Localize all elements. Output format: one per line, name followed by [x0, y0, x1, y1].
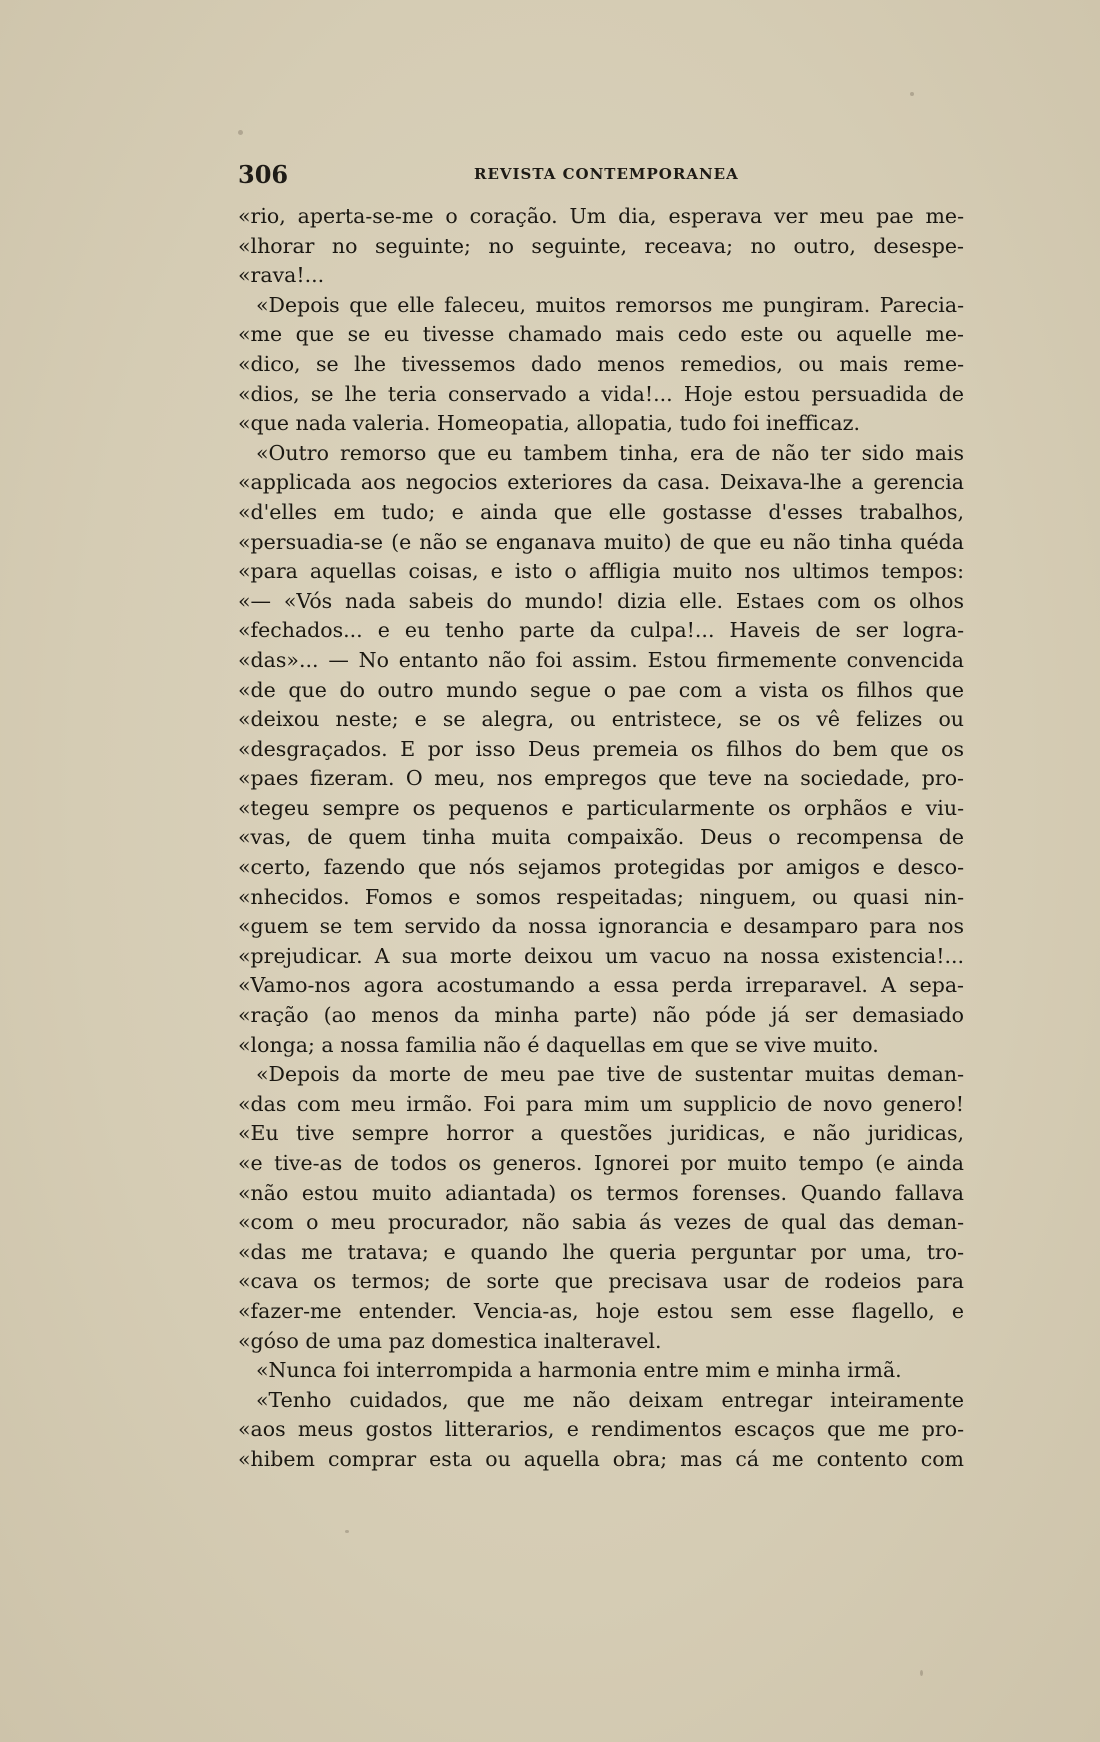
text-line: «das me tratava; e quando lhe queria perguntar por uma, tro-	[238, 1239, 964, 1264]
text-line: «Depois da morte de meu pae tive de sustentar muitas deman-	[256, 1062, 964, 1087]
page-number: 306	[238, 160, 289, 189]
text-line: «Vamo-nos agora acostumando a essa perda irreparavel. A sepa-	[238, 973, 964, 998]
text-line: «ração (ao menos da minha parte) não póde já ser demasiado	[238, 1003, 964, 1028]
text-line: «rava!...	[238, 263, 325, 288]
paper-speck	[920, 1670, 923, 1676]
text-line: «deixou neste; e se alegra, ou entristece, se os vê felizes ou	[238, 707, 964, 732]
text-line: «Outro remorso que eu tambem tinha, era de não ter sido mais	[256, 440, 964, 465]
text-line: «tegeu sempre os pequenos e particularmente os orphãos e viu-	[238, 795, 964, 820]
paper-speck	[345, 1530, 349, 1533]
text-line: «paes fizeram. O meu, nos empregos que teve na sociedade, pro-	[238, 766, 964, 791]
text-line: «das com meu irmão. Foi para mim um supplicio de novo genero!	[238, 1091, 964, 1116]
text-line: «prejudicar. A sua morte deixou um vacuo na nossa existencia!...	[238, 943, 964, 968]
text-line: «Nunca foi interrompida a harmonia entre mim e minha irmã.	[256, 1358, 902, 1383]
text-line: «lhorar no seguinte; no seguinte, receava; no outro, desespe-	[238, 233, 964, 258]
text-line: «d'elles em tudo; e ainda que elle gostasse d'esses trabalhos,	[238, 499, 964, 524]
text-line: «Tenho cuidados, que me não deixam entregar inteiramente	[256, 1387, 964, 1412]
paper-speck	[238, 130, 243, 135]
text-line: «das»... — No entanto não foi assim. Estou firmemente convencida	[238, 647, 964, 672]
text-line: «não estou muito adiantada) os termos forenses. Quando fallava	[238, 1180, 964, 1205]
text-line: «applicada aos negocios exteriores da casa. Deixava-lhe a gerencia	[238, 470, 964, 495]
text-line: «Eu tive sempre horror a questões juridicas, e não juridicas,	[238, 1121, 964, 1146]
text-line: «para aquellas coisas, e isto o affligia muito nos ultimos tempos:	[238, 559, 964, 584]
text-line: «— «Vós nada sabeis do mundo! dizia elle. Estaes com os olhos	[238, 588, 964, 613]
text-line: «fechados... e eu tenho parte da culpa!... Haveis de ser logra-	[238, 618, 964, 643]
page-header	[238, 160, 964, 190]
text-line: «rio, aperta-se-me o coração. Um dia, esperava ver meu pae me-	[238, 204, 964, 228]
text-line: «fazer-me entender. Vencia-as, hoje estou sem esse flagello, e	[238, 1298, 964, 1323]
text-line: «que nada valeria. Homeopatia, allopatia, tudo foi inefficaz.	[238, 411, 860, 436]
text-line: «góso de uma paz domestica inalteravel.	[238, 1328, 662, 1353]
text-line: «com o meu procurador, não sabia ás vezes de qual das deman-	[238, 1210, 964, 1235]
text-line: «guem se tem servido da nossa ignorancia e desamparo para nos	[238, 914, 964, 939]
paper-speck	[910, 92, 914, 96]
text-line: «Depois que elle faleceu, muitos remorsos me pungiram. Parecia-	[256, 292, 964, 317]
text-line: «nhecidos. Fomos e somos respeitadas; ninguem, ou quasi nin-	[238, 884, 964, 909]
text-line: «dios, se lhe teria conservado a vida!... Hoje estou persuadida de	[238, 381, 964, 406]
text-line: «me que se eu tivesse chamado mais cedo este ou aquelle me-	[238, 322, 964, 347]
running-title: REVISTA CONTEMPORANEA	[474, 165, 739, 183]
text-line: «certo, fazendo que nós sejamos protegidas por amigos e desco-	[238, 855, 964, 880]
text-line: «persuadia-se (e não se enganava muito) de que eu não tinha quéda	[238, 529, 964, 554]
text-line: «hibem comprar esta ou aquella obra; mas cá me contento com	[238, 1446, 964, 1471]
text-line: «e tive-as de todos os generos. Ignorei por muito tempo (e ainda	[238, 1151, 964, 1175]
text-line: «longa; a nossa familia não é daquellas em que se vive muito.	[238, 1032, 879, 1057]
body-text	[238, 202, 964, 1475]
text-line: «dico, se lhe tivessemos dado menos remedios, ou mais reme-	[238, 351, 964, 376]
text-line: «aos meus gostos litterarios, e rendimentos escaços que me pro-	[238, 1417, 964, 1442]
text-line: «vas, de quem tinha muita compaixão. Deus o recompensa de	[238, 825, 964, 850]
text-line: «cava os termos; de sorte que precisava usar de rodeios para	[238, 1269, 964, 1294]
text-line: «de que do outro mundo segue o pae com a vista os filhos que	[238, 677, 964, 702]
text-line: «desgraçados. E por isso Deus premeia os filhos do bem que os	[238, 736, 964, 761]
